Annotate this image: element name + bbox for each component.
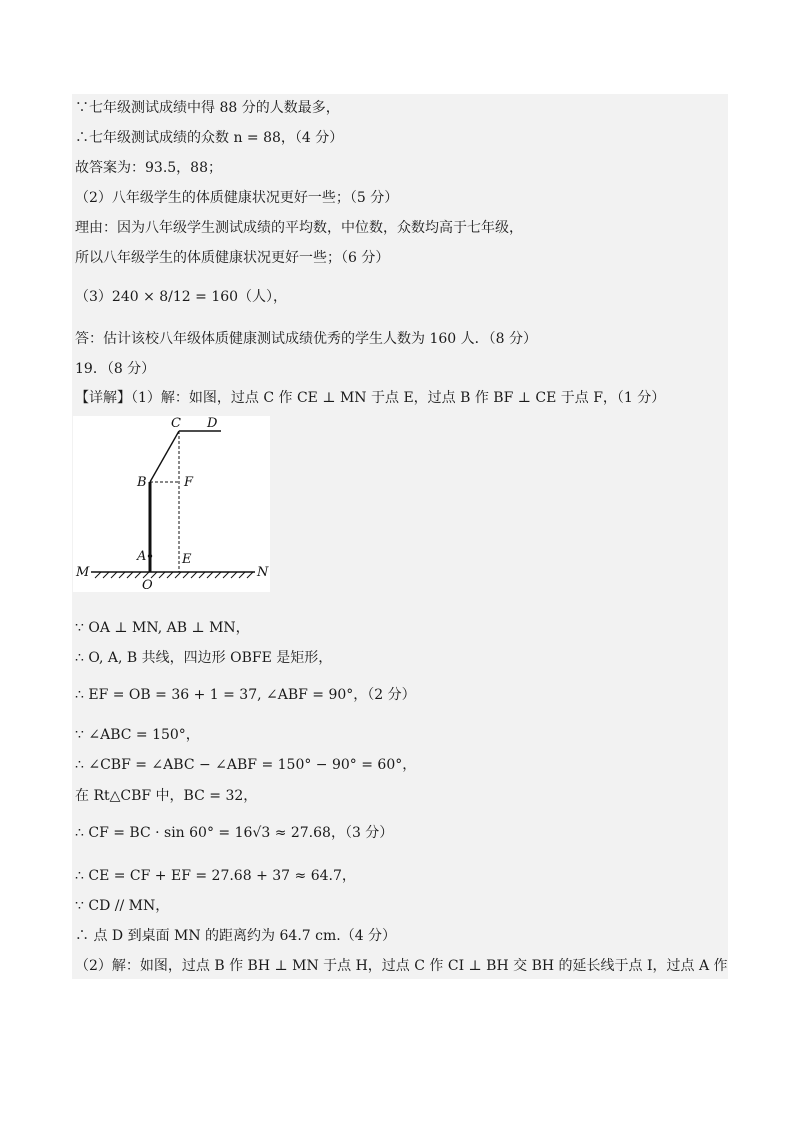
text-line-15: ∴ ∠CBF = ∠ABC − ∠ABF = 150° − 90° = 60°， [75,757,417,773]
text-line-6: 所以八年级学生的体质健康状况更好一些；（6 分） [75,250,390,266]
text-line-1: ∵七年级测试成绩中得 88 分的人数最多， [75,100,340,116]
text-line-17: ∴ CF = BC · sin 60° = 16√3 ≈ 27.68，（3 分） [75,825,394,841]
label-n: N [257,565,269,580]
text-line-18: ∴ CE = CF + EF = 27.68 + 37 ≈ 64.7， [75,868,356,884]
label-d: D [207,416,218,431]
text-line-7: （3）240 × 8/12 = 160（人）， [75,289,288,305]
text-line-21: （2）解：如图，过点 B 作 BH ⊥ MN 于点 H，过点 C 作 CI ⊥ BH 交 BH 的延长线于点 I，过点 A 作 [75,958,728,974]
text-line-2: ∴七年级测试成绩的众数 n = 88，（4 分） [75,130,344,146]
label-a: A [137,549,147,564]
text-line-10: 【详解】（1）解：如图，过点 C 作 CE ⊥ MN 于点 E，过点 B 作 BF ⊥ CE 于点 F，（1 分） [75,390,666,406]
label-m: M [76,565,90,580]
text-line-16: 在 Rt△CBF 中，BC = 32， [75,788,258,804]
text-line-11: ∵ OA ⊥ MN, AB ⊥ MN， [75,620,250,636]
text-line-5: 理由：因为八年级学生测试成绩的平均数，中位数，众数均高于七年级， [75,220,523,236]
text-line-3: 故答案为：93.5，88； [75,160,222,176]
text-line-14: ∵ ∠ABC = 150°， [75,727,200,743]
label-e: E [182,552,192,567]
text-line-19: ∵ CD // MN， [75,898,170,914]
text-line-8: 答：估计该校八年级体质健康测试成绩优秀的学生人数为 160 人．（8 分） [75,331,537,347]
text-line-4: （2）八年级学生的体质健康状况更好一些；（5 分） [75,190,399,206]
label-o: O [142,578,153,592]
text-line-9: 19．（8 分） [75,361,156,377]
label-c: C [171,416,181,431]
text-line-13: ∴ EF = OB = 36 + 1 = 37, ∠ABF = 90°，（2 分） [75,687,416,703]
label-b: B [137,475,147,490]
geometry-figure [73,416,270,592]
label-f: F [184,475,194,490]
text-line-20: ∴ 点 D 到桌面 MN 的距离约为 64.7 cm.（4 分） [75,928,397,944]
text-line-12: ∴ O, A, B 共线，四边形 OBFE 是矩形， [75,650,333,666]
